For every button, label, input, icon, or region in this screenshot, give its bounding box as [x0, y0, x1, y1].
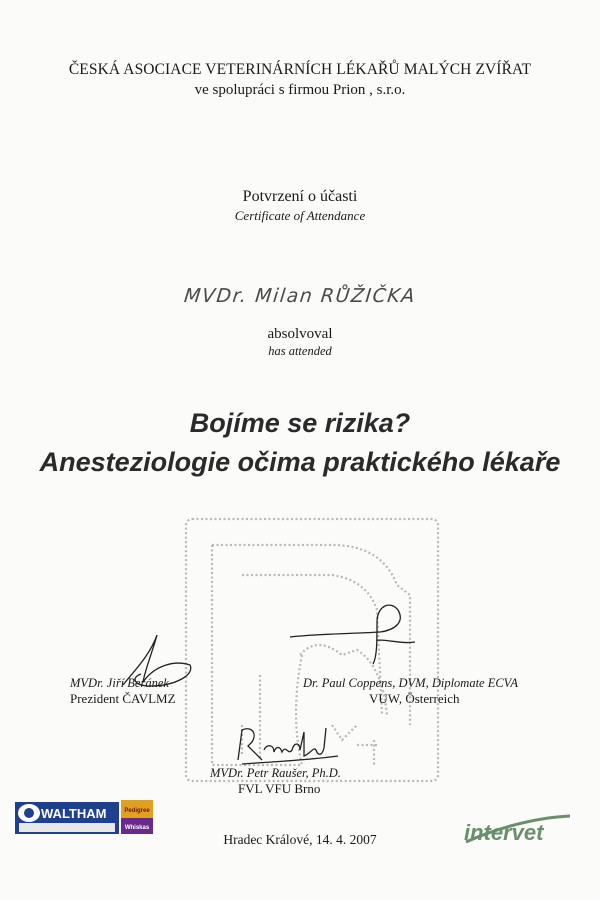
waltham-badge-2: Whiskas [124, 825, 150, 831]
waltham-logo [15, 800, 153, 836]
signatory-2-name: Dr. Paul Coppens, DVM, Diplomate ECVA [303, 676, 519, 690]
organization-name: ČESKÁ ASOCIACE VETERINÁRNÍCH LÉKAŘŮ MALÝCH ZVÍŘAT [68, 61, 532, 78]
signatory-3-title: FVL VFU Brno [238, 781, 321, 796]
signatory-3-name: MVDr. Petr Raušer, Ph.D. [210, 766, 341, 780]
course-title-line-2: Anesteziologie očima praktického lékaře [39, 447, 561, 477]
signatory-1 [70, 675, 176, 707]
signatory-2 [303, 675, 518, 707]
waltham-badge-1: Pedigree [124, 808, 150, 814]
course-title-line-1: Bojíme se rizika? [189, 408, 411, 438]
certificate-title-en: Certificate of Attendance [234, 208, 366, 223]
signature-coppens-icon [285, 592, 420, 672]
signatory-2-title: VUW, Österreich [369, 691, 460, 706]
signatory-1-title: Prezident ČAVLMZ [70, 691, 176, 706]
signature-rauser-icon [230, 720, 350, 770]
intervet-logo-text: intervet [464, 820, 544, 845]
signatory-3 [210, 765, 341, 797]
intervet-logo [458, 812, 573, 846]
recipient-name: MVDr. Milan RŮŽIČKA [182, 285, 418, 307]
certificate-title: Potvrzení o účasti [242, 188, 358, 205]
waltham-logo-text: WALTHAM [41, 806, 107, 821]
attended-label-en: has attended [268, 344, 332, 358]
cooperation-line: ve spolupráci s firmou Prion , s.r.o. [194, 82, 406, 98]
place-date: Hradec Králové, 14. 4. 2007 [223, 832, 377, 847]
attended-label: absolvoval [267, 326, 333, 342]
signatory-1-name: MVDr. Jiří Beránek [70, 676, 169, 690]
